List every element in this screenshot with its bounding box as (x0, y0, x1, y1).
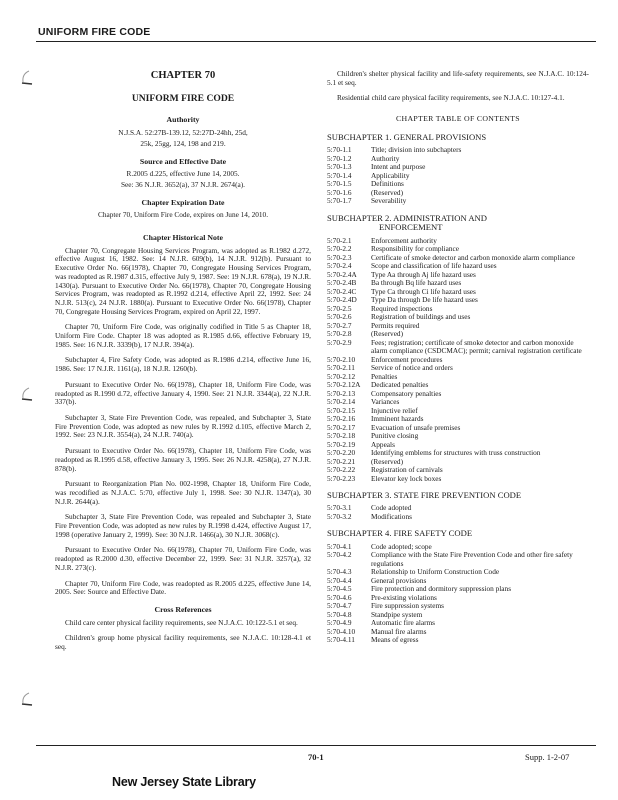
toc-entry (327, 513, 589, 522)
section-number: 5:70-2.4C (327, 286, 357, 296)
subchapter-heading (327, 133, 589, 142)
toc-entry (327, 390, 589, 399)
section-number: 5:70-2.16 (327, 414, 356, 424)
section-number: 5:70-2.13 (327, 388, 356, 398)
section-title: Compensatory penalties (371, 388, 442, 398)
section-title: Severability (371, 196, 407, 206)
page-number: 70-1 (308, 752, 324, 762)
section-title: Applicability (371, 170, 410, 180)
section-number: 5:70-2.10 (327, 354, 356, 364)
section-title: Modifications (371, 511, 412, 521)
cross-references-heading: Cross References (154, 604, 212, 614)
running-head: UNIFORM FIRE CODE (38, 26, 151, 38)
section-number: 5:70-3.1 (327, 503, 352, 513)
section-title: Definitions (371, 179, 404, 189)
toc-entry (327, 628, 589, 637)
toc-entry (327, 602, 589, 611)
section-title: Compliance with the State Fire Prevention Code and other fire safety regulations (371, 550, 573, 568)
subchapter-heading (327, 491, 589, 500)
section-number: 5:70-2.8 (327, 329, 352, 339)
section-number: 5:70-3.2 (327, 511, 352, 521)
section-number: 5:70-2.4 (327, 261, 352, 271)
section-title: (Reserved) (371, 456, 404, 466)
section-title: Standpipe system (371, 609, 423, 619)
section-title: Responsibility for compliance (371, 244, 459, 254)
section-number: 5:70-2.15 (327, 405, 356, 415)
history-heading: Chapter Historical Note (143, 233, 223, 243)
section-title: (Reserved) (371, 187, 404, 197)
section-title: Relationship to Uniform Construction Code (371, 567, 500, 577)
source-text: See: 36 N.J.R. 3652(a), 37 N.J.R. 2674(a). (120, 179, 246, 189)
supplement-date: Supp. 1-2-07 (525, 752, 570, 762)
section-number: 5:70-2.2 (327, 244, 352, 254)
history-paragraph: Chapter 70, Uniform Fire Code, was readopted as R.2005 d.225, effective June 14, 2005. See: Source and Effective Date. (55, 578, 311, 597)
subchapter-title: SUBCHAPTER 1. GENERAL PROVISIONS (327, 131, 487, 142)
history-paragraph: Subchapter 4, Fire Safety Code, was adopted as R.1986 d.214, effective June 16, 1986. See: 17 N.J.R. 1161(a), 18 N.J.R. 1260(b). (55, 355, 311, 374)
punch-hole-icon (20, 690, 36, 708)
section-number: 5:70-4.4 (327, 575, 352, 585)
section-title: Penalties (371, 371, 398, 381)
section-number: 5:70-2.3 (327, 252, 352, 262)
cross-references (55, 619, 311, 652)
section-title: Title; division into subchapters (371, 145, 462, 155)
section-number: 5:70-2.4B (327, 278, 357, 288)
toc-entry (327, 197, 589, 206)
section-title: Appeals (371, 439, 395, 449)
authority-text: 25k, 25gg, 124, 198 and 219. (140, 138, 226, 148)
section-number: 5:70-2.21 (327, 456, 356, 466)
section-title: Enforcement procedures (371, 354, 443, 364)
section-number: 5:70-4.3 (327, 567, 352, 577)
section-title: Required inspections (371, 303, 433, 313)
toc-entry (327, 636, 589, 645)
toc-entry (327, 155, 589, 164)
toc-entry (327, 551, 589, 568)
section-number: 5:70-4.9 (327, 618, 352, 628)
section-title: Code adopted (371, 503, 412, 513)
section-number: 5:70-4.6 (327, 592, 352, 602)
section-title: Fire suppression systems (371, 601, 444, 611)
history-paragraph: Subchapter 3, State Fire Prevention Code, was repealed and Subchapter 3, State Fire Prevention Code, was adopted as new rules by R.1998 d.424, effective August 17, 1998 (operative January 2, 1999). See: 30 N.J.R. 1466(a), 30 N.J.R. 3068(c). (55, 512, 311, 539)
section-title: Manual fire alarms (371, 626, 427, 636)
history-paragraph: Chapter 70, Congregate Housing Services Program, was adopted as R.1982 d.272, effective August 16, 1982. See: 14 N.J.R. 609(b), 14 N.J.R. 912(b). Pursuant to Executive Order No. 66(1978), Chapter 70, Congregate Housing Services Program, was readopted as R.1987 d.315, effective July 9, 1987. See: 19 N.J.R. 678(a), 19 N.J.R. 1430(a). Pursuant to Executive Order No. 66(1978), Chapter 70, Congregate Housing Services Program, was readopted as R.1992 d.214, effective April 22, 1992. See: 24 N.J.R. 513(c), 24 N.J.R. 1880(a). Pursuant to Executive Order No. 66(1978), Chapter 70, Congregate Housing Services Program, expired on April 22, 1997. (55, 245, 311, 316)
toc-entry (327, 504, 589, 513)
chapter-title: CHAPTER 70 (150, 70, 216, 81)
section-number: 5:70-2.5 (327, 303, 352, 313)
toc-entry (327, 458, 589, 467)
expiration-heading: Chapter Expiration Date (141, 197, 225, 207)
expiration-text: Chapter 70, Uniform Fire Code, expires on June 14, 2010. (97, 210, 269, 220)
section-title: Punitive closing (371, 431, 419, 441)
toc-entry (327, 398, 589, 407)
toc-entry (327, 611, 589, 620)
section-number: 5:70-2.12A (327, 380, 361, 390)
section-number: 5:70-4.2 (327, 550, 352, 560)
history-paragraph: Pursuant to Executive Order No. 66(1978), Chapter 70, Uniform Fire Code, was readopted as R.2000 d.30, effective December 22, 1999. See: 31 N.J.R. 3257(a), 32 N.J.R. 273(c). (55, 545, 311, 572)
section-title: Evacuation of unsafe premises (371, 422, 461, 432)
toc-entry (327, 466, 589, 475)
subchapter-title: SUBCHAPTER 2. ADMINISTRATION AND (327, 212, 487, 223)
toc-entry (327, 364, 589, 373)
authority-text: N.J.S.A. 52:27B-139.12, 52:27D-24hh, 25d, (118, 128, 248, 138)
section-title: (Reserved) (371, 329, 404, 339)
history-notes (55, 247, 311, 597)
source-heading: Source and Effective Date (139, 156, 227, 166)
cross-reference: Child care center physical facility requirements, see N.J.A.C. 10:122-5.1 et seq. (65, 617, 298, 627)
section-title: Imminent hazards (371, 414, 424, 424)
section-title: Code adopted; scope (371, 541, 432, 551)
section-title: Fire protection and dormitory suppression plans (371, 584, 512, 594)
section-number: 5:70-2.7 (327, 320, 352, 330)
toc-entry (327, 424, 589, 433)
section-title: Registration of carnivals (371, 465, 443, 475)
toc-entry (327, 163, 589, 172)
history-paragraph: Subchapter 3, State Fire Prevention Code, was repealed, and Subchapter 3, State Fire Prevention Code, was adopted as new rules by R.1992 d.105, effective March 2, 1992. See: 23 N.J.R. 3554(a), 24 N.J.R. 740(a). (55, 412, 311, 440)
toc-entry (327, 475, 589, 484)
section-title: Type Da through De life hazard uses (371, 295, 478, 305)
section-number: 5:70-2.12 (327, 371, 356, 381)
section-title: Pre-existing violations (371, 592, 437, 602)
toc-entry (327, 585, 589, 594)
history-paragraph: Pursuant to Executive Order No. 66(1978), Chapter 18, Uniform Fire Code, was readopted as R.1995 d.58, effective January 3, 1995. See: 26 N.J.R. 4258(a), 27 N.J.R. 878(b). (55, 446, 311, 473)
toc-entry (327, 356, 589, 365)
cross-reference: Children's shelter physical facility and life-safety requirements, see N.J.A.C. 10:124-5.1 et seq. (327, 69, 589, 87)
section-title: Injunctive relief (371, 405, 418, 415)
source-text: R.2005 d.225, effective June 14, 2005. (126, 169, 240, 179)
section-number: 5:70-2.14 (327, 397, 356, 407)
section-number: 5:70-2.19 (327, 439, 356, 449)
toc-entry (327, 172, 589, 181)
history-paragraph: Pursuant to Reorganization Plan No. 002-1998, Chapter 18, Uniform Fire Code, was recodified as N.J.A.C. 5:70, effective July 1, 1998. See: 30 N.J.R. 1347(a), 30 N.J.R. 2644(a). (55, 479, 311, 506)
section-title: Permits required (371, 320, 420, 330)
section-number: 5:70-4.7 (327, 601, 352, 611)
toc-heading: CHAPTER TABLE OF CONTENTS (396, 114, 520, 124)
subchapter-title: ENFORCEMENT (379, 222, 443, 233)
section-title: Authority (371, 153, 400, 163)
section-number: 5:70-2.1 (327, 235, 352, 245)
section-number: 5:70-4.10 (327, 626, 356, 636)
section-number: 5:70-4.11 (327, 635, 355, 645)
section-number: 5:70-2.9 (327, 337, 352, 347)
subchapter-heading (327, 214, 589, 233)
section-number: 5:70-2.23 (327, 473, 356, 483)
section-title: Type Aa through Aj life hazard uses (371, 269, 476, 279)
section-number: 5:70-2.18 (327, 431, 356, 441)
toc-entry (327, 432, 589, 441)
cross-reference: Children's group home physical facility requirements, see N.J.A.C. 10:128-4.1 et seq. (55, 633, 311, 652)
toc-entry (327, 407, 589, 416)
header-rule (36, 41, 596, 42)
section-title: Enforcement authority (371, 235, 437, 245)
toc-entry (327, 322, 589, 331)
section-number: 5:70-4.1 (327, 541, 352, 551)
section-number: 5:70-4.5 (327, 584, 352, 594)
section-title: Automatic fire alarms (371, 618, 436, 628)
cross-reference: Residential child care physical facility requirements, see N.J.A.C. 10:127-4.1. (337, 93, 565, 103)
section-number: 5:70-2.17 (327, 422, 356, 432)
history-paragraph: Chapter 70, Uniform Fire Code, was originally codified in Title 5 as Chapter 18, Uniform Fire Code. Chapter 18 was adopted as R.1985 d.66, effective February 19, 1985. See: 16 N.J.R. 3339(b), 17 N.J.R. 394(a). (55, 322, 311, 349)
section-title: Means of egress (371, 635, 419, 645)
punch-hole-icon (20, 385, 36, 403)
chapter-subtitle: UNIFORM FIRE CODE (131, 92, 235, 104)
toc-entry (327, 146, 589, 155)
section-title: Certificate of smoke detector and carbon monoxide alarm compliance (371, 252, 575, 262)
section-number: 5:70-4.8 (327, 609, 352, 619)
section-title: Intent and purpose (371, 162, 426, 172)
section-title: Registration of buildings and uses (371, 312, 471, 322)
right-column (327, 70, 589, 645)
section-number: 5:70-1.2 (327, 153, 352, 163)
subchapter-title: SUBCHAPTER 4. FIRE SAFETY CODE (327, 528, 473, 539)
toc-entry (327, 594, 589, 603)
section-number: 5:70-1.3 (327, 162, 352, 172)
section-number: 5:70-1.7 (327, 196, 352, 206)
authority-heading: Authority (166, 115, 200, 125)
punch-hole-icon (20, 68, 36, 86)
history-paragraph: Pursuant to Executive Order No. 66(1978), Chapter 18, Uniform Fire Code, was readopted as R.1990 d.72, effective January 4, 1990. See: 21 N.J.R. 3344(a), 22 N.J.R. 337(b). (55, 379, 311, 407)
toc-entry (327, 449, 589, 458)
section-number: 5:70-1.5 (327, 179, 352, 189)
toc-entry (327, 296, 589, 305)
section-number: 5:70-1.1 (327, 145, 352, 155)
subchapter-title: SUBCHAPTER 3. STATE FIRE PREVENTION CODE (327, 490, 522, 501)
section-number: 5:70-2.22 (327, 465, 356, 475)
section-number: 5:70-2.20 (327, 448, 356, 458)
toc-entry (327, 339, 589, 356)
section-number: 5:70-1.4 (327, 170, 352, 180)
subchapter-heading (327, 529, 589, 538)
toc-entry (327, 373, 589, 382)
toc-entry (327, 381, 589, 390)
section-title: General provisions (371, 575, 427, 585)
toc-entry (327, 189, 589, 198)
section-number: 5:70-1.6 (327, 187, 352, 197)
left-column (55, 70, 311, 659)
section-title: Elevator key lock boxes (371, 473, 442, 483)
section-title: Type Ca through Ci life hazard uses (371, 286, 476, 296)
library-stamp: New Jersey State Library (112, 775, 256, 789)
section-title: Ba through Bq life hazard uses (371, 278, 462, 288)
toc-entry (327, 313, 589, 322)
toc-entry (327, 568, 589, 577)
section-number: 5:70-2.4A (327, 269, 357, 279)
toc-entry (327, 180, 589, 189)
section-title: Service of notice and orders (371, 363, 453, 373)
section-number: 5:70-2.6 (327, 312, 352, 322)
section-title: Fees; registration; certificate of smoke detector and carbon monoxide alarm compliance (CSDCMAC); permit; carnival registration certificate (371, 337, 582, 356)
table-of-contents (327, 133, 589, 645)
toc-entry (327, 619, 589, 628)
cross-references-continued (327, 70, 589, 103)
footer-rule (36, 745, 596, 746)
section-title: Scope and classification of life hazard uses (371, 261, 497, 271)
section-number: 5:70-2.11 (327, 363, 355, 373)
section-number: 5:70-2.4D (327, 295, 357, 305)
section-title: Identifying emblems for structures with truss construction (371, 448, 541, 458)
section-title: Variances (371, 397, 400, 407)
section-title: Dedicated penalties (371, 380, 429, 390)
